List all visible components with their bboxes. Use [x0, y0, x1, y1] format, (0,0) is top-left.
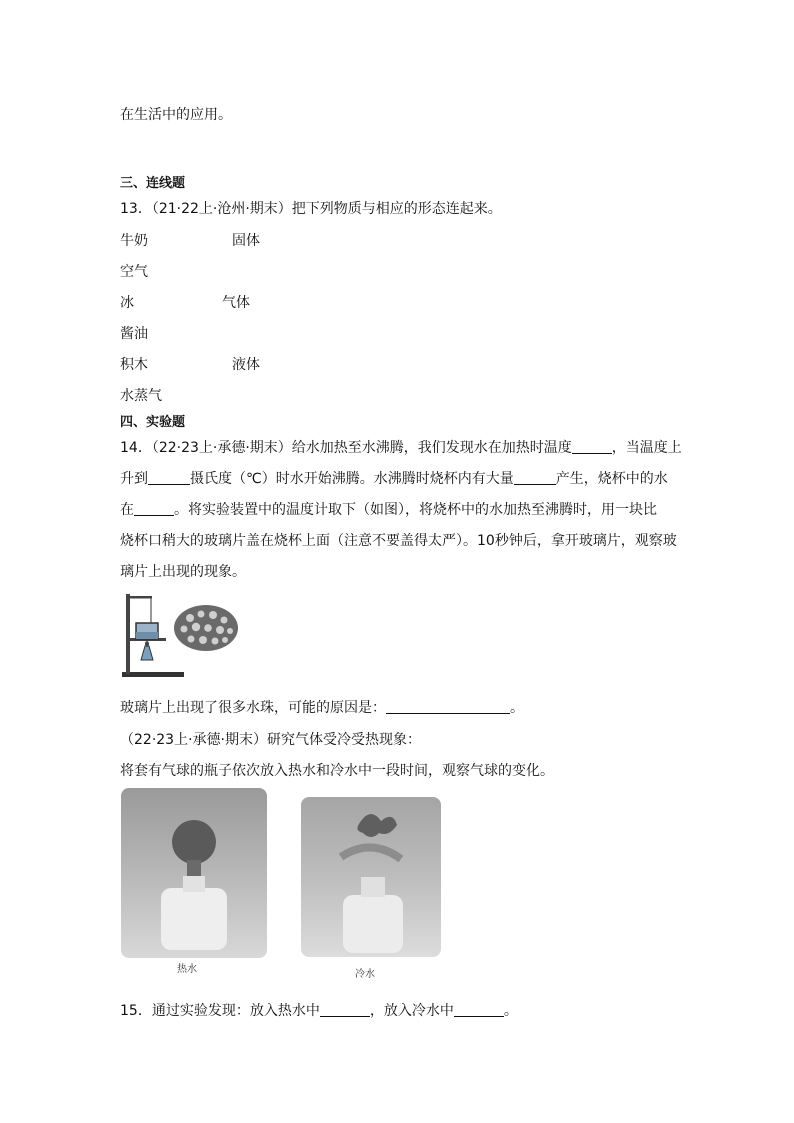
question-14-text: 在 — [120, 502, 134, 518]
substance-item: 冰 — [120, 295, 134, 311]
answer-blank[interactable] — [454, 1002, 504, 1017]
question-14-text: 14．（22·23上·承德·期末）给水加热至水沸腾，我们发现水在加热时温度 — [120, 440, 572, 456]
substance-item: 空气 — [120, 264, 148, 280]
substance-item: 牛奶 — [120, 233, 148, 249]
question-13: 13．（21·22上·沧州·期末）把下列物质与相应的形态连起来。 — [120, 201, 502, 217]
question-14-answer-line — [120, 697, 524, 717]
hot-water-caption: 热水 — [177, 964, 197, 975]
question-14-text: 升到 — [120, 471, 148, 487]
answer-blank[interactable] — [572, 439, 612, 454]
experiment-description: 将套有气球的瓶子依次放入热水和冷水中一段时间，观察气球的变化。 — [120, 763, 554, 779]
cold-water-balloon-photo — [301, 797, 441, 957]
substance-item: 酱油 — [120, 326, 148, 342]
question-14-text: 。将实验装置中的温度计取下（如图），将烧杯中的水加热至沸腾时，用一块比 — [174, 502, 657, 518]
hot-water-balloon-photo — [121, 788, 267, 958]
question-15-mid: ，放入冷水中 — [369, 1003, 454, 1019]
answer-blank[interactable] — [320, 1002, 370, 1017]
substance-item: 水蒸气 — [120, 388, 162, 404]
answer-blank[interactable] — [386, 699, 510, 714]
question-14-line-2 — [120, 468, 668, 488]
question-14-line-3 — [120, 499, 657, 519]
answer-blank[interactable] — [514, 470, 556, 485]
question-14-answer-prefix: 玻璃片上出现了很多水珠，可能的原因是： — [120, 700, 386, 716]
state-item: 固体 — [232, 233, 260, 249]
question-15-prefix: 15．通过实验发现：放入热水中 — [120, 1003, 320, 1019]
state-item: 气体 — [222, 295, 250, 311]
question-14-answer-suffix: 。 — [510, 700, 524, 716]
section-4-heading: 四、实验题 — [120, 415, 186, 430]
question-14-text: 产生，烧杯中的水 — [555, 471, 668, 487]
question-14-text: ，当温度上 — [611, 440, 682, 456]
heating-apparatus-figure — [118, 590, 240, 680]
question-15-suffix: 。 — [503, 1003, 518, 1019]
cold-water-caption: 冷水 — [355, 969, 375, 980]
intro-tail: 在生活中的应用。 — [120, 107, 232, 123]
section-3-heading: 三、连线题 — [120, 176, 186, 191]
answer-blank[interactable] — [134, 501, 174, 516]
answer-blank[interactable] — [148, 470, 190, 485]
state-item: 液体 — [232, 357, 260, 373]
question-14-line-5: 璃片上出现的现象。 — [120, 564, 246, 580]
question-14-line-4: 烧杯口稍大的玻璃片盖在烧杯上面（注意不要盖得太严）。10秒钟后，拿开玻璃片，观察玻 — [120, 533, 677, 549]
question-15 — [120, 1000, 518, 1020]
glass-plate-with-droplets — [174, 605, 238, 651]
question-14-line-1 — [120, 437, 682, 457]
substance-item: 积木 — [120, 357, 148, 373]
experiment-source: （22·23上·承德·期末）研究气体受冷受热现象： — [120, 732, 421, 748]
question-14-text: 摄氏度（℃）时水开始沸腾。水沸腾时烧杯内有大量 — [190, 471, 514, 487]
